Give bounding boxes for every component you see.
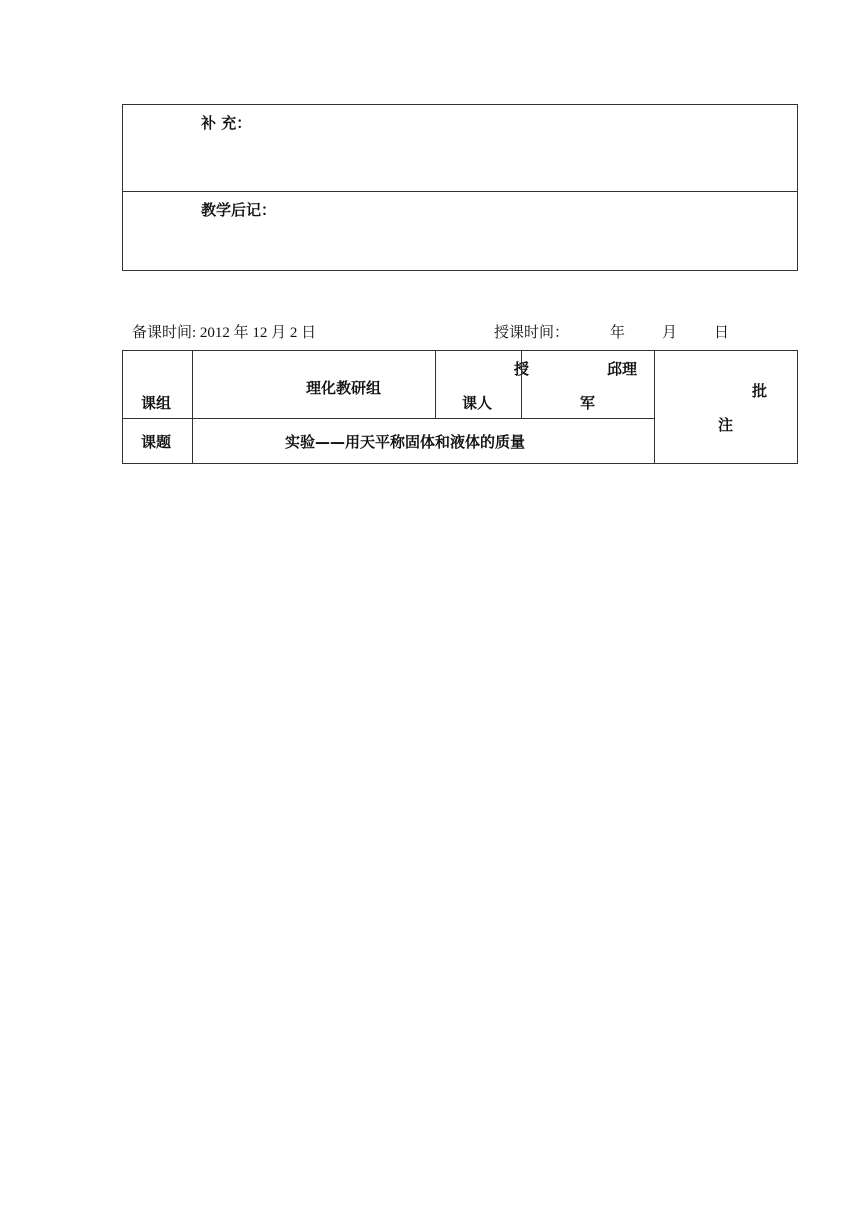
teach-month: 月 xyxy=(662,325,678,341)
supplement-box xyxy=(122,104,798,192)
postscript-box xyxy=(122,191,798,271)
group-label-cell xyxy=(122,350,193,419)
teacher-name-bottom: 军 xyxy=(580,394,596,412)
group-value: 理化教研组 xyxy=(306,379,382,397)
teacher-label-cell xyxy=(435,350,530,419)
teach-time-label: 授课时间： xyxy=(494,325,570,341)
teach-year: 年 xyxy=(610,325,626,341)
topic-label-cell xyxy=(122,418,193,464)
remark-top: 批 xyxy=(752,382,768,400)
group-value-cell xyxy=(192,350,436,419)
teach-day: 日 xyxy=(714,325,730,341)
teacher-label-bottom: 课人 xyxy=(462,394,493,412)
postscript-label: 教学后记： xyxy=(201,201,277,219)
prep-time: 备课时间: 2012 年 12 月 2 日 xyxy=(132,325,317,341)
topic-value-cell xyxy=(192,418,655,464)
topic-label: 课题 xyxy=(141,433,172,451)
remark-cell xyxy=(654,350,798,464)
teacher-name-top: 邱理 xyxy=(607,360,638,378)
supplement-label: 补 充： xyxy=(201,114,252,132)
remark-bottom: 注 xyxy=(718,416,734,434)
teacher-name-cell xyxy=(521,350,655,419)
teacher-label-top: 授 xyxy=(514,360,530,378)
group-label: 课组 xyxy=(141,394,172,412)
topic-value: 实验——用天平称固体和液体的质量 xyxy=(285,433,526,451)
